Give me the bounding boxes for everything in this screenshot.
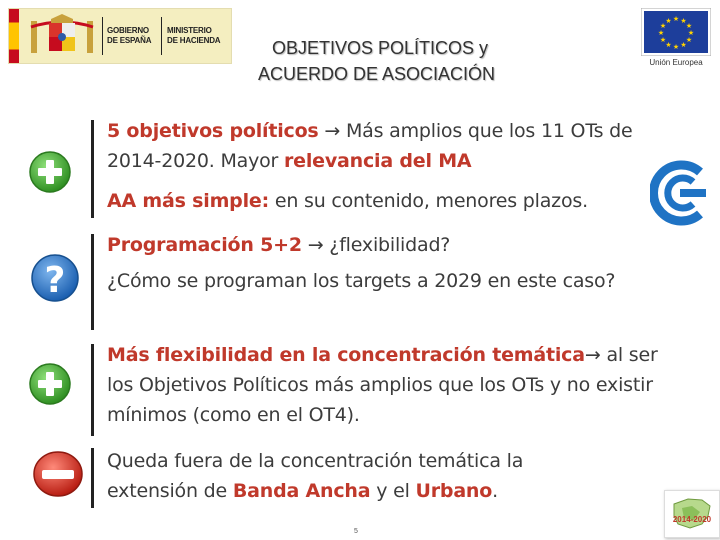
bullet-divider [91,344,94,436]
svg-text:★: ★ [657,29,665,37]
body-text: ¿Cómo se programan los targets a 2029 en este caso? [107,270,616,292]
svg-text:★: ★ [687,29,695,37]
coat-of-arms-icon [27,13,97,59]
body-text: al ser los Objetivos Políticos más amplios que los OTs y no existir mínimos (como en el OT4). [107,344,658,426]
body-text: ¿flexibilidad? [323,234,451,256]
body-text: en su contenido, menores plazos. [268,190,588,212]
spain-flag-stripe [9,9,19,63]
highlight-text: Banda Ancha [232,480,371,502]
slide-title-line-1: OBJETIVOS POLÍTICOS y [272,38,489,58]
svg-text:?: ? [44,260,66,301]
page-number: 5 [354,528,358,535]
svg-text:★: ★ [659,22,667,30]
body-text: . [492,480,498,502]
svg-text:★: ★ [665,17,672,25]
body-text: Más amplios que los 11 OTs de 2014-2020. Mayor [107,120,633,172]
de-espana-text: DE ESPAÑA [107,36,152,45]
highlight-text: Más flexibilidad en la concentración temática [107,344,585,366]
de-hacienda-text: DE HACIENDA [167,36,221,45]
bullet-divider [91,120,94,218]
bullet-4-text [107,446,617,506]
slide-title-line-2: ACUERDO DE ASOCIACIÓN [258,64,496,84]
spain-map-icon [668,494,716,534]
svg-text:★: ★ [680,17,687,25]
plus-icon [28,362,72,406]
bullet-2b-text [107,266,627,296]
period-badge [664,490,720,538]
gobierno-ministerio-logo [8,8,232,64]
arrow-icon: → [307,234,324,256]
highlight-text: Urbano [415,480,493,502]
highlight-text: AA más simple: [107,190,269,212]
plus-icon [28,150,72,194]
gobierno-text: GOBIERNO [107,26,149,35]
ministerio-text: MINISTERIO [167,26,212,35]
svg-text:★: ★ [672,43,680,51]
svg-text:★: ★ [680,41,687,49]
bullet-1-text [107,116,667,176]
bullet-1b-text [107,186,667,216]
question-icon [30,252,80,304]
svg-text:★: ★ [685,36,693,44]
arrow-icon: → [324,120,341,142]
eu-caption: Unión Europea [649,58,703,67]
svg-text:★: ★ [672,15,680,23]
arrow-icon: → [584,344,601,366]
svg-text:★: ★ [659,36,667,44]
highlight-text: 5 objetivos políticos [107,120,319,142]
bullet-2-text [107,230,647,260]
logo-divider [102,17,103,55]
highlight-text: relevancia del MA [284,150,472,172]
bullet-divider [91,448,94,508]
svg-text:★: ★ [665,41,672,49]
logo-divider [161,17,162,55]
bullet-divider [91,234,94,330]
period-badge-label: 2014-2020 [672,515,712,524]
minus-icon [32,450,84,498]
highlight-text: Programación 5+2 [107,234,302,256]
body-text: y el [370,480,416,502]
bullet-3-text [107,340,677,430]
svg-text:★: ★ [685,22,693,30]
eu-flag-icon [641,8,711,56]
body-text: Queda fuera de la concentración temática la extensión de [107,450,524,502]
